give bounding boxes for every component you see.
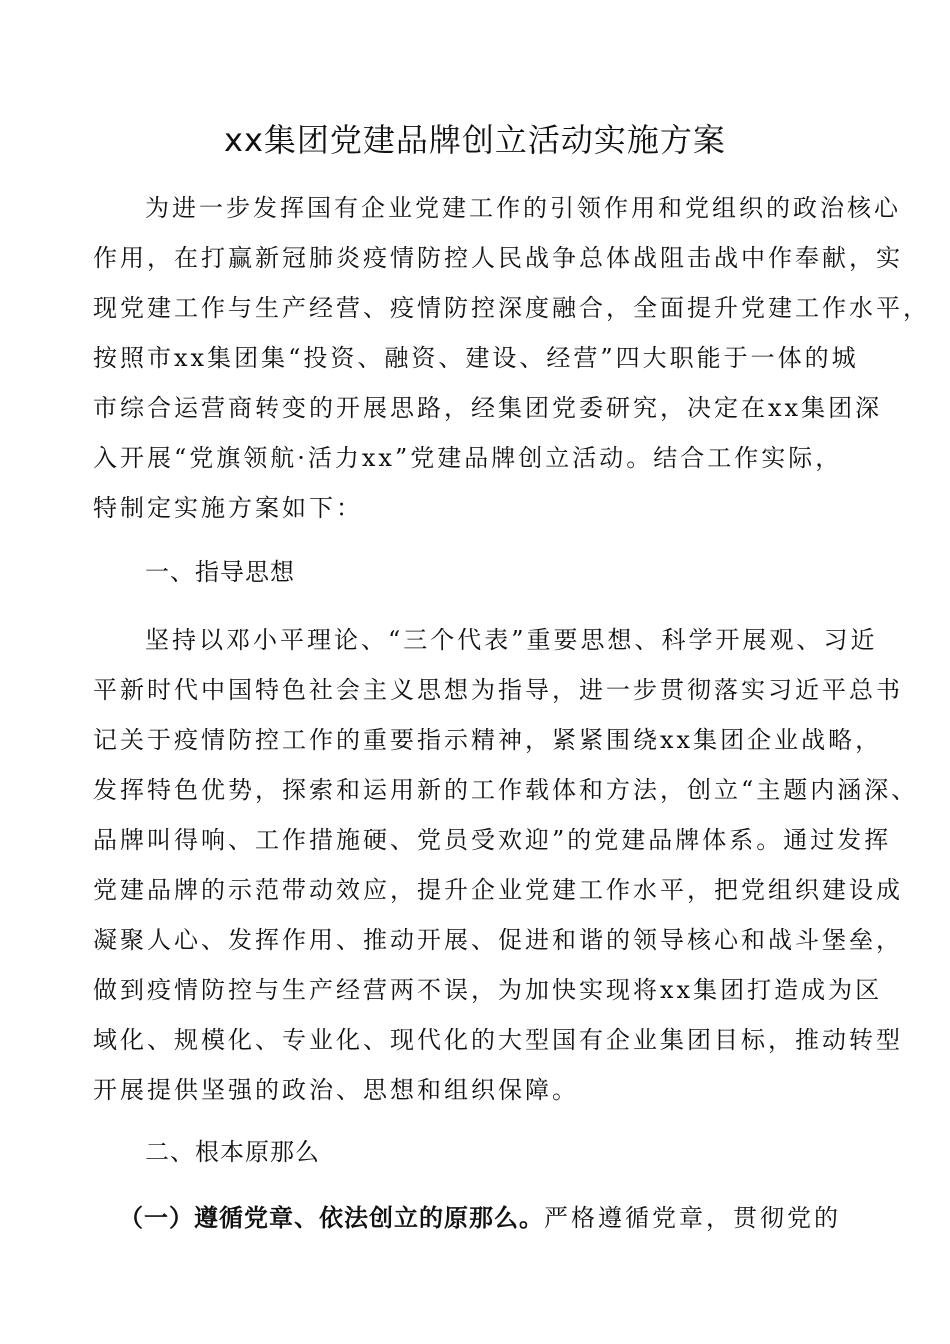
intro-line-2: 作用，在打赢新冠肺炎疫情防控人民战争总体战阻击战中作奉献，实: [93, 244, 903, 272]
document-title: xx集团党建品牌创立活动实施方案: [224, 121, 726, 159]
section-1-line-4: 发挥特色优势，探索和运用新的工作载体和方法，创立“主题内涵深、: [93, 776, 919, 804]
intro-line-7: 特制定实施方案如下：: [93, 494, 363, 522]
section-1-line-5: 品牌叫得响、工作措施硬、党员受欢迎”的党建品牌体系。通过发挥: [93, 826, 892, 854]
section-2-item-1: [119, 1198, 841, 1238]
section-1-heading: 一、指导思想: [145, 558, 295, 586]
section-2-item-1-text: 严格遵循党章，贯彻党的: [544, 1204, 841, 1232]
intro-line-3: 现党建工作与生产经营、疫情防控深度融合，全面提升党建工作水平，: [93, 294, 930, 322]
intro-line-5: 市综合运营商转变的开展思路，经集团党委研究，决定在xx集团深: [93, 394, 883, 422]
section-1-line-6: 党建品牌的示范带动效应，提升企业党建工作水平，把党组织建设成: [93, 876, 903, 904]
section-1-line-10: 开展提供坚强的政治、思想和组织保障。: [93, 1076, 579, 1104]
section-1-line-8: 做到疫情防控与生产经营两不误，为加快实现将xx集团打造成为区: [93, 976, 883, 1004]
intro-line-4: 按照市xx集团集“投资、融资、建设、经营”四大职能于一体的城: [93, 344, 859, 372]
section-2-item-1-title: （一）遵循党章、依法创立的原那么。: [119, 1204, 544, 1232]
section-1-line-1: 坚持以邓小平理论、“三个代表”重要思想、科学开展观、习近: [145, 626, 878, 654]
section-1-line-7: 凝聚人心、发挥作用、推动开展、促进和谐的领导核心和战斗堡垒，: [93, 926, 903, 954]
section-1-line-3: 记关于疫情防控工作的重要指示精神，紧紧围绕xx集团企业战略，: [93, 726, 883, 754]
intro-line-6: 入开展“党旗领航·活力xx”党建品牌创立活动。结合工作实际，: [93, 444, 843, 472]
intro-line-1: 为进一步发挥国有企业党建工作的引领作用和党组织的政治核心: [145, 194, 901, 222]
section-2-heading: 二、根本原那么: [145, 1138, 320, 1166]
section-1-line-2: 平新时代中国特色社会主义思想为指导，进一步贯彻落实习近平总书: [93, 676, 903, 704]
section-1-line-9: 域化、规模化、专业化、现代化的大型国有企业集团目标，推动转型: [93, 1026, 903, 1054]
